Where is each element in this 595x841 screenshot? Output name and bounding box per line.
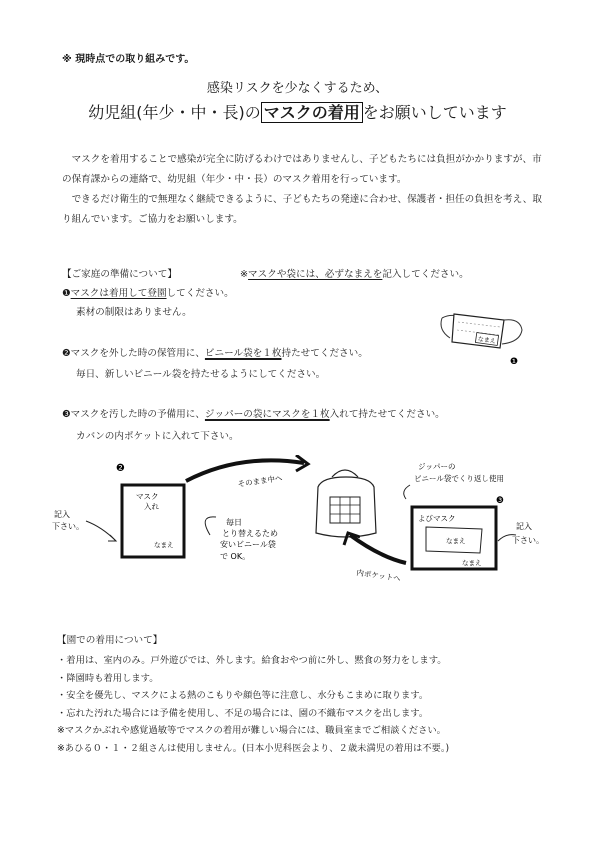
left-pointer-arrow (86, 521, 116, 541)
home-item-3-suffix: 入れて持たせてください。 (329, 409, 445, 420)
home-item-2-sub: 毎日、新しいビニール袋を持たせるようにしてください。 (76, 369, 326, 380)
title-boxed-text: マスクの着用 (261, 102, 363, 123)
home-item-3-underlined: ジッパーの袋にマスクを１枚 (204, 409, 330, 420)
home-item-2-underlined: ビニール袋を１枚 (204, 348, 282, 359)
school-rule-item: ・安全を優先し、マスクによる熱のこもりや顔色等に注意し、水分もこまめに取ります。 (57, 690, 429, 701)
home-name-note (240, 266, 469, 280)
school-rule-item: ※あひる０・１・２組さんは使用しません。(日本小児科医会より、２歳未満児の着用は不要。) (57, 742, 450, 754)
zipper-note-2: ビニール袋でくり返し使用 (414, 474, 504, 483)
home-item-3 (62, 406, 445, 420)
home-item-1-number: ❶ (62, 288, 71, 299)
title-line-2-suffix: をお願いしています (362, 103, 507, 122)
daily-note-2: とり替えるため (222, 529, 278, 538)
spare-mask-name: なまえ (446, 537, 466, 545)
home-note-underlined: マスクや袋には、必ずなまえを (248, 269, 383, 280)
left-pointer-arrowhead (108, 535, 116, 541)
write-name-right-2: 下さい。 (512, 536, 544, 545)
vinyl-bag-name: なまえ (154, 541, 174, 549)
bottom-arrow (350, 535, 406, 563)
zipper-note-1: ジッパーの (418, 462, 456, 471)
mask-name-tag-label: なまえ (477, 335, 497, 346)
daily-note-3: 安いビニール袋 (220, 540, 276, 549)
home-item-1-underlined: マスクは着用して登園 (70, 288, 167, 299)
home-note-suffix: 記入してください。 (382, 269, 469, 280)
inner-pocket-label: 内ポケットへ (355, 568, 402, 584)
school-rule-item: ・着用は、室内のみ。戸外遊びでは、外します。給食おやつ前に外し、黙食の努力をします。 (57, 655, 447, 666)
backpack-handle (332, 470, 358, 477)
spare-mask-label: よびマスク (418, 514, 456, 523)
school-rule-item: ・降園時も着用します。 (57, 672, 159, 684)
title-line-2 (0, 100, 595, 123)
vinyl-bag-label-1: マスク (136, 492, 159, 501)
school-rule-item: ※マスクかぶれや感覚過敏等でマスクの着用が難しい場合には、職員室までご相談ください。 (57, 725, 446, 736)
mask-ear-loop-left-lower (441, 318, 450, 338)
mask-flow-illustration (50, 455, 550, 595)
home-item-2-suffix: 持たせてください。 (281, 348, 368, 359)
top-note: ※ 現時点での取り組みです。 (62, 54, 195, 65)
title-line-2-prefix: 幼児組(年少・中・長)の (88, 103, 261, 122)
daily-note-arrow (205, 517, 216, 535)
zipper-bag-badge-3: ❸ (496, 496, 505, 506)
home-item-2-prefix: ❷マスクを外した時の保管用に、 (62, 348, 205, 359)
home-item-2 (62, 345, 368, 359)
daily-note-4: で OK。 (220, 552, 251, 561)
title-line-1: 感染リスクを少なくするため、 (206, 81, 389, 96)
home-note-prefix: ※ (240, 269, 249, 280)
school-heading: 【園での着用について】 (57, 635, 163, 646)
home-item-1-suffix: してください。 (166, 288, 234, 299)
school-rule-item: ・忘れた汚れた場合には予備を使用し、不足の場合には、園の不織布マスクを出します。 (57, 707, 429, 719)
mask-ear-loop-right (502, 320, 522, 344)
school-rules-list (57, 652, 449, 757)
intro-text (62, 150, 542, 230)
top-arrow-label: そのまま中へ (237, 473, 283, 489)
write-name-left-1: 記入 (54, 510, 70, 519)
home-heading: 【ご家庭の準備について】 (62, 269, 177, 280)
daily-note-1: 毎日 (226, 518, 242, 527)
intro-paragraph-2: できるだけ衛生的で無理なく継続できるように、子どもたちの発達に合わせ、保護者・担任の負担を考え、取り組んでいます。ご協力をお願いします。 (62, 194, 542, 225)
mask-sketch (436, 300, 546, 370)
write-name-right-1: 記入 (516, 522, 532, 531)
vinyl-bag-label-2: 入れ (144, 502, 159, 511)
write-name-left-2: 下さい。 (52, 522, 84, 531)
bag-badge-2: ❷ (116, 463, 125, 474)
intro-paragraph-1: マスクを着用することで感染が完全に防げるわけではありませんし、子どもたちには負担がかかりますが、市の保育課からの連絡で、幼児組（年少・中・長）のマスク着用を行っています。 (62, 154, 542, 185)
zipper-bag-name: なまえ (462, 559, 482, 567)
home-item-3-sub: カバンの内ポケットに入れて下さい。 (76, 431, 239, 442)
home-item-1-sub: 素材の制限はありません。 (76, 307, 192, 318)
backpack-pocket (330, 497, 360, 523)
zipper-note-arrow (404, 485, 410, 499)
home-item-3-prefix: ❸マスクを汚した時の予備用に、 (62, 409, 205, 420)
home-item-1 (62, 285, 234, 299)
mask-badge-1: ❶ (510, 357, 519, 367)
